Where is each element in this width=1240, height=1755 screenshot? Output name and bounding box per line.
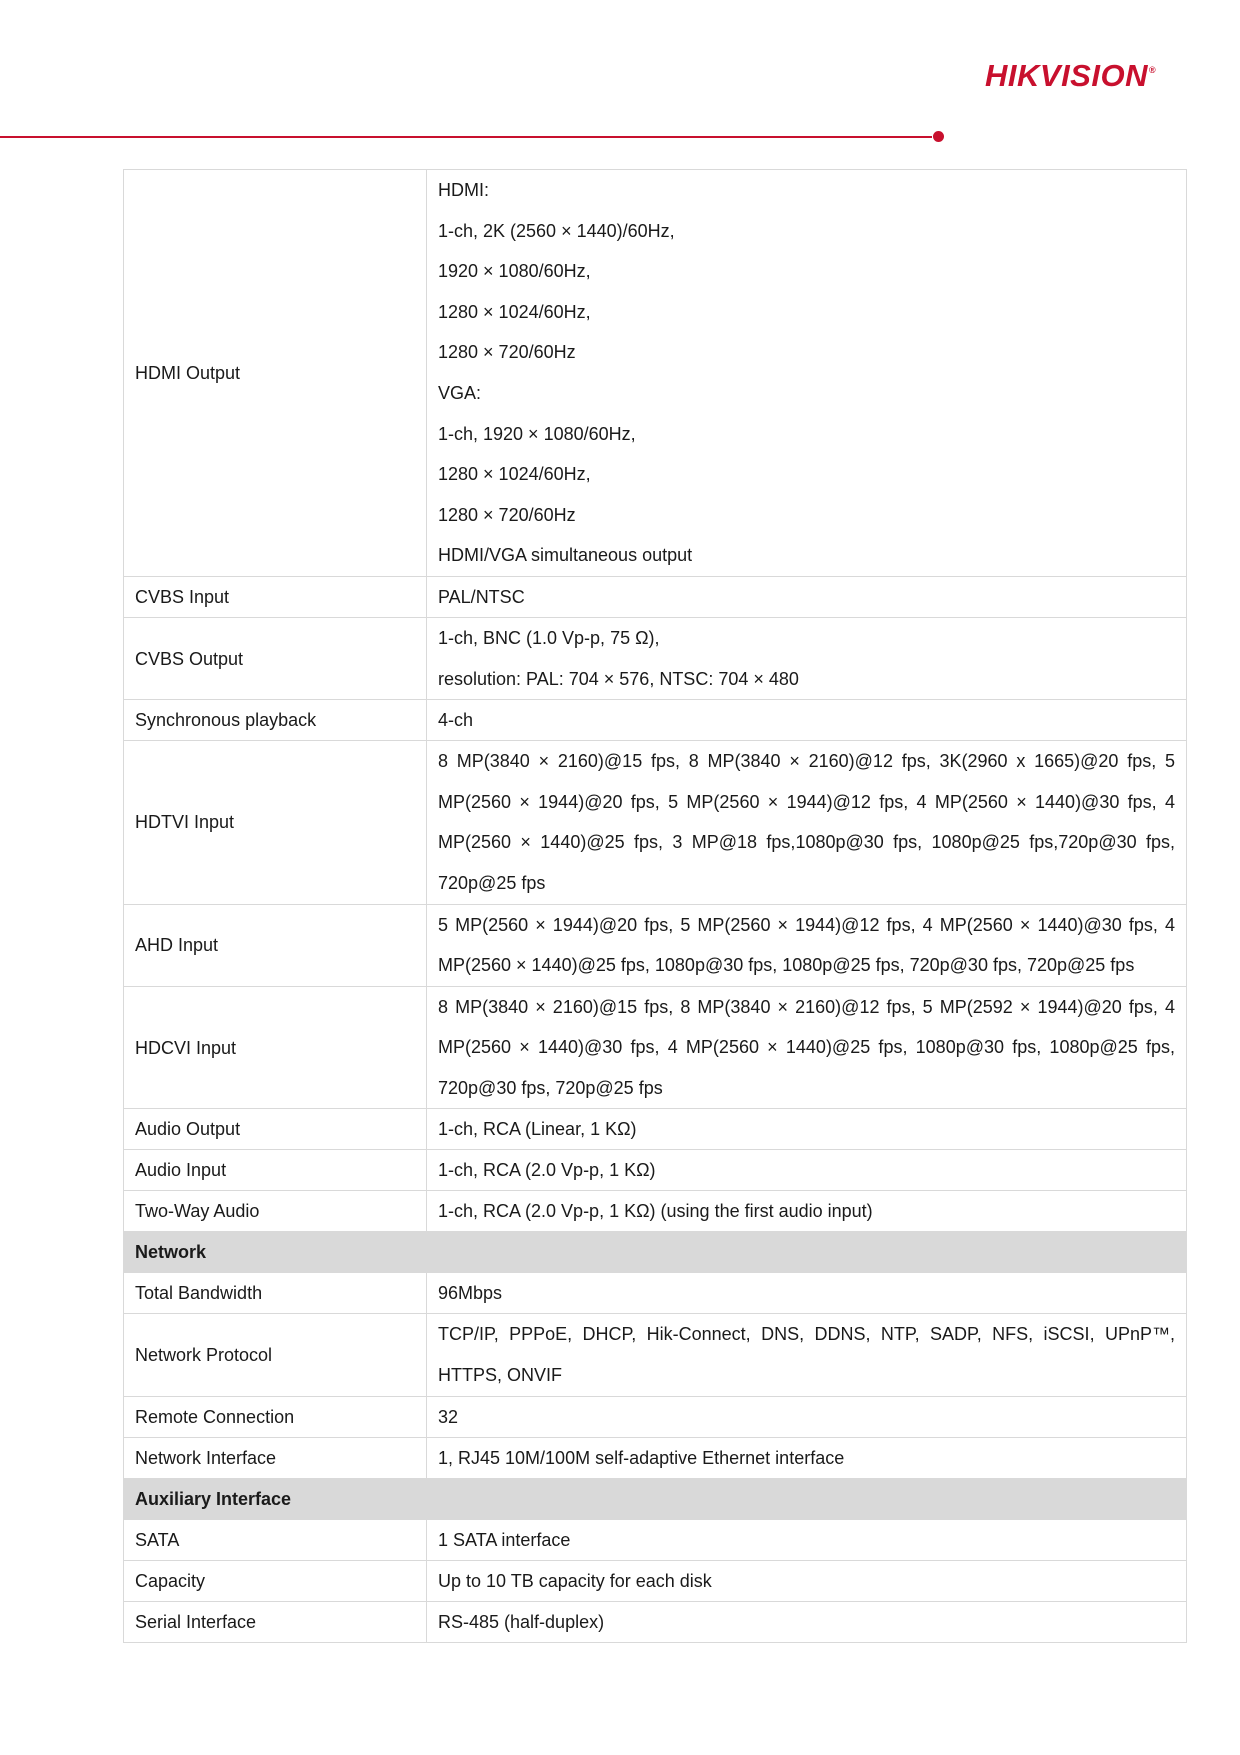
spec-label: AHD Input bbox=[124, 904, 427, 986]
spec-value-line: 1280 × 720/60Hz bbox=[438, 504, 576, 525]
spec-row bbox=[124, 1109, 1187, 1150]
spec-row bbox=[124, 1191, 1187, 1232]
spec-value bbox=[427, 170, 1187, 577]
registered-mark: ® bbox=[1148, 65, 1157, 75]
spec-label: Network Interface bbox=[124, 1437, 427, 1478]
spec-label: Network Protocol bbox=[124, 1314, 427, 1396]
spec-value-line: 4-ch bbox=[438, 710, 474, 731]
spec-label: Capacity bbox=[124, 1560, 427, 1601]
brand-name: HIKVISION bbox=[985, 58, 1148, 93]
spec-value-line: 1 SATA interface bbox=[438, 1529, 571, 1550]
section-header-row bbox=[124, 1232, 1187, 1273]
spec-value-line: HDMI: bbox=[438, 180, 489, 200]
spec-value-line: 32 bbox=[438, 1406, 459, 1427]
spec-row bbox=[124, 1150, 1187, 1191]
spec-value bbox=[427, 1519, 1187, 1560]
spec-label: Total Bandwidth bbox=[124, 1273, 427, 1314]
spec-label: HDTVI Input bbox=[124, 741, 427, 904]
header-rule bbox=[0, 136, 932, 138]
hikvision-logo bbox=[985, 56, 1181, 96]
spec-label: Audio Input bbox=[124, 1150, 427, 1191]
spec-value bbox=[427, 1314, 1187, 1396]
spec-value bbox=[427, 1191, 1187, 1232]
spec-table-body bbox=[124, 170, 1187, 1643]
spec-row bbox=[124, 1560, 1187, 1601]
spec-value-line: Up to 10 TB capacity for each disk bbox=[438, 1570, 712, 1591]
spec-value-line: 1-ch, RCA (2.0 Vp-p, 1 KΩ) (using the first audio input) bbox=[438, 1201, 873, 1222]
header-rule-dot bbox=[933, 131, 944, 142]
spec-value-line: 1-ch, RCA (2.0 Vp-p, 1 KΩ) bbox=[438, 1160, 656, 1181]
spec-value-line: PAL/NTSC bbox=[438, 586, 525, 607]
spec-value bbox=[427, 986, 1187, 1109]
spec-row bbox=[124, 170, 1187, 577]
spec-value-text: 5 MP(2560 × 1944)@20 fps, 5 MP(2560 × 1944)@12 fps, 4 MP(2560 × 1440)@30 fps, 4 MP(2560 × 1440)@25 fps, 1080p@30 fps, 1080p@25 fps, 720p@30 fps, 720p@25 fps bbox=[438, 914, 1175, 976]
spec-row bbox=[124, 1314, 1187, 1396]
spec-value-line: resolution: PAL: 704 × 576, NTSC: 704 × 480 bbox=[438, 668, 799, 689]
spec-row bbox=[124, 576, 1187, 617]
spec-row bbox=[124, 1519, 1187, 1560]
section-title: Auxiliary Interface bbox=[124, 1478, 1187, 1519]
spec-value bbox=[427, 904, 1187, 986]
section-header-row bbox=[124, 1478, 1187, 1519]
spec-value-line: HDMI/VGA simultaneous output bbox=[438, 545, 693, 566]
spec-value-text: TCP/IP, PPPoE, DHCP, Hik-Connect, DNS, DDNS, NTP, SADP, NFS, iSCSI, UPnP™, HTTPS, ONVIF bbox=[438, 1324, 1175, 1386]
spec-value-line: 1280 × 720/60Hz bbox=[438, 342, 576, 363]
spec-value-line: 1-ch, 2K (2560 × 1440)/60Hz, bbox=[438, 220, 675, 241]
spec-row bbox=[124, 1437, 1187, 1478]
spec-value-line: 1280 × 1024/60Hz, bbox=[438, 301, 591, 322]
spec-value bbox=[427, 1396, 1187, 1437]
spec-row bbox=[124, 1601, 1187, 1642]
spec-value bbox=[427, 700, 1187, 741]
spec-value bbox=[427, 1150, 1187, 1191]
spec-label: Synchronous playback bbox=[124, 700, 427, 741]
spec-label: Remote Connection bbox=[124, 1396, 427, 1437]
spec-value-line: 1-ch, RCA (Linear, 1 KΩ) bbox=[438, 1119, 637, 1140]
spec-value-line: 1-ch, 1920 × 1080/60Hz, bbox=[438, 423, 636, 444]
spec-label: HDMI Output bbox=[124, 170, 427, 577]
spec-value-line: 1280 × 1024/60Hz, bbox=[438, 464, 591, 485]
spec-label: Two-Way Audio bbox=[124, 1191, 427, 1232]
spec-value bbox=[427, 1560, 1187, 1601]
spec-value-line: 96Mbps bbox=[438, 1283, 503, 1304]
spec-row bbox=[124, 617, 1187, 699]
section-title: Network bbox=[124, 1232, 1187, 1273]
spec-row bbox=[124, 986, 1187, 1109]
spec-value-line: 1-ch, BNC (1.0 Vp-p, 75 Ω), bbox=[438, 627, 660, 648]
spec-value bbox=[427, 617, 1187, 699]
spec-value bbox=[427, 1273, 1187, 1314]
spec-row bbox=[124, 1396, 1187, 1437]
spec-value-line: RS-485 (half-duplex) bbox=[438, 1611, 605, 1632]
spec-label: CVBS Input bbox=[124, 576, 427, 617]
spec-value-line: VGA: bbox=[438, 382, 482, 403]
spec-label: Audio Output bbox=[124, 1109, 427, 1150]
spec-row bbox=[124, 700, 1187, 741]
spec-value bbox=[427, 741, 1187, 904]
spec-value bbox=[427, 1601, 1187, 1642]
spec-value bbox=[427, 1437, 1187, 1478]
spec-row bbox=[124, 1273, 1187, 1314]
spec-label: HDCVI Input bbox=[124, 986, 427, 1109]
spec-label: Serial Interface bbox=[124, 1601, 427, 1642]
spec-value bbox=[427, 576, 1187, 617]
spec-table bbox=[123, 169, 1187, 1643]
spec-row bbox=[124, 904, 1187, 986]
spec-value-text: 8 MP(3840 × 2160)@15 fps, 8 MP(3840 × 2160)@12 fps, 3K(2960 x 1665)@20 fps, 5 MP(2560 × 1944)@20 fps, 5 MP(2560 × 1944)@12 fps, 4 MP(2560 × 1440)@30 fps, 4 MP(2560 × 1440)@25 fps, 3 MP@18 fps,1080p@30 fps, 1080p@25 fps,720p@30 fps, 720p@25 fps bbox=[438, 751, 1175, 893]
spec-value bbox=[427, 1109, 1187, 1150]
spec-label: CVBS Output bbox=[124, 617, 427, 699]
spec-label: SATA bbox=[124, 1519, 427, 1560]
spec-value-line: 1920 × 1080/60Hz, bbox=[438, 261, 591, 282]
spec-value-line: 1, RJ45 10M/100M self-adaptive Ethernet interface bbox=[438, 1447, 845, 1468]
spec-row bbox=[124, 741, 1187, 904]
spec-value-text: 8 MP(3840 × 2160)@15 fps, 8 MP(3840 × 2160)@12 fps, 5 MP(2592 × 1944)@20 fps, 4 MP(2560 × 1440)@30 fps, 4 MP(2560 × 1440)@25 fps, 1080p@30 fps, 1080p@25 fps, 720p@30 fps, 720p@25 fps bbox=[438, 996, 1175, 1098]
